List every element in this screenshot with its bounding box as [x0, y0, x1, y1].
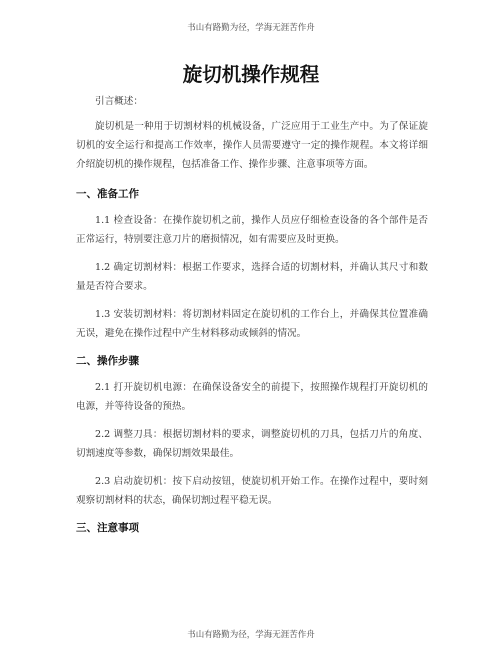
section-precautions [76, 519, 428, 538]
document-title: 旋切机操作规程 [182, 63, 320, 86]
section-item: 1.1 检查设备：在操作旋切机之前，操作人员应仔细检查设备的各个部件是否正常运行，特别要注意刀片的磨损情况，如有需要应及时更换。 [76, 215, 428, 245]
section-item: 2.3 启动旋切机：按下启动按钮，使旋切机开始工作。在操作过程中，要时刻观察切割材料的状态，确保切割过程平稳无误。 [76, 476, 428, 506]
section-preparation [76, 185, 428, 343]
intro-label: 引言概述： [95, 96, 143, 107]
page-header: 书山有路勤为径，学海无涯苦作舟 [187, 23, 315, 33]
section-heading: 三、注意事项 [76, 522, 139, 534]
section-operation-steps [76, 352, 428, 510]
section-heading: 二、操作步骤 [76, 355, 139, 367]
section-item: 2.1 打开旋切机电源：在确保设备安全的前提下，按照操作规程打开旋切机的电源，并等待设备的预热。 [76, 382, 428, 412]
section-item: 2.2 调整刀具：根据切割材料的要求，调整旋切机的刀具，包括刀片的角度、切割速度等参数，确保切割效果最佳。 [76, 429, 428, 459]
section-heading: 一、准备工作 [76, 188, 139, 200]
page-footer: 书山有路勤为径，学海无涯苦作舟 [187, 630, 315, 640]
section-item: 1.2 确定切割材料：根据工作要求，选择合适的切割材料，并确认其尺寸和数量是否符合要求。 [76, 262, 428, 292]
document-body [76, 92, 428, 545]
section-item: 1.3 安装切割材料：将切割材料固定在旋切机的工作台上，并确保其位置准确无误，避免在操作过程中产生材料移动或倾斜的情况。 [76, 309, 428, 339]
intro-paragraph: 旋切机是一种用于切割材料的机械设备，广泛应用于工业生产中。为了保证旋切机的安全运行和提高工作效率，操作人员需要遵守一定的操作规程。本文将详细介绍旋切机的操作规程，包括准备工作、操作步骤、注意事项等方面。 [76, 121, 428, 170]
